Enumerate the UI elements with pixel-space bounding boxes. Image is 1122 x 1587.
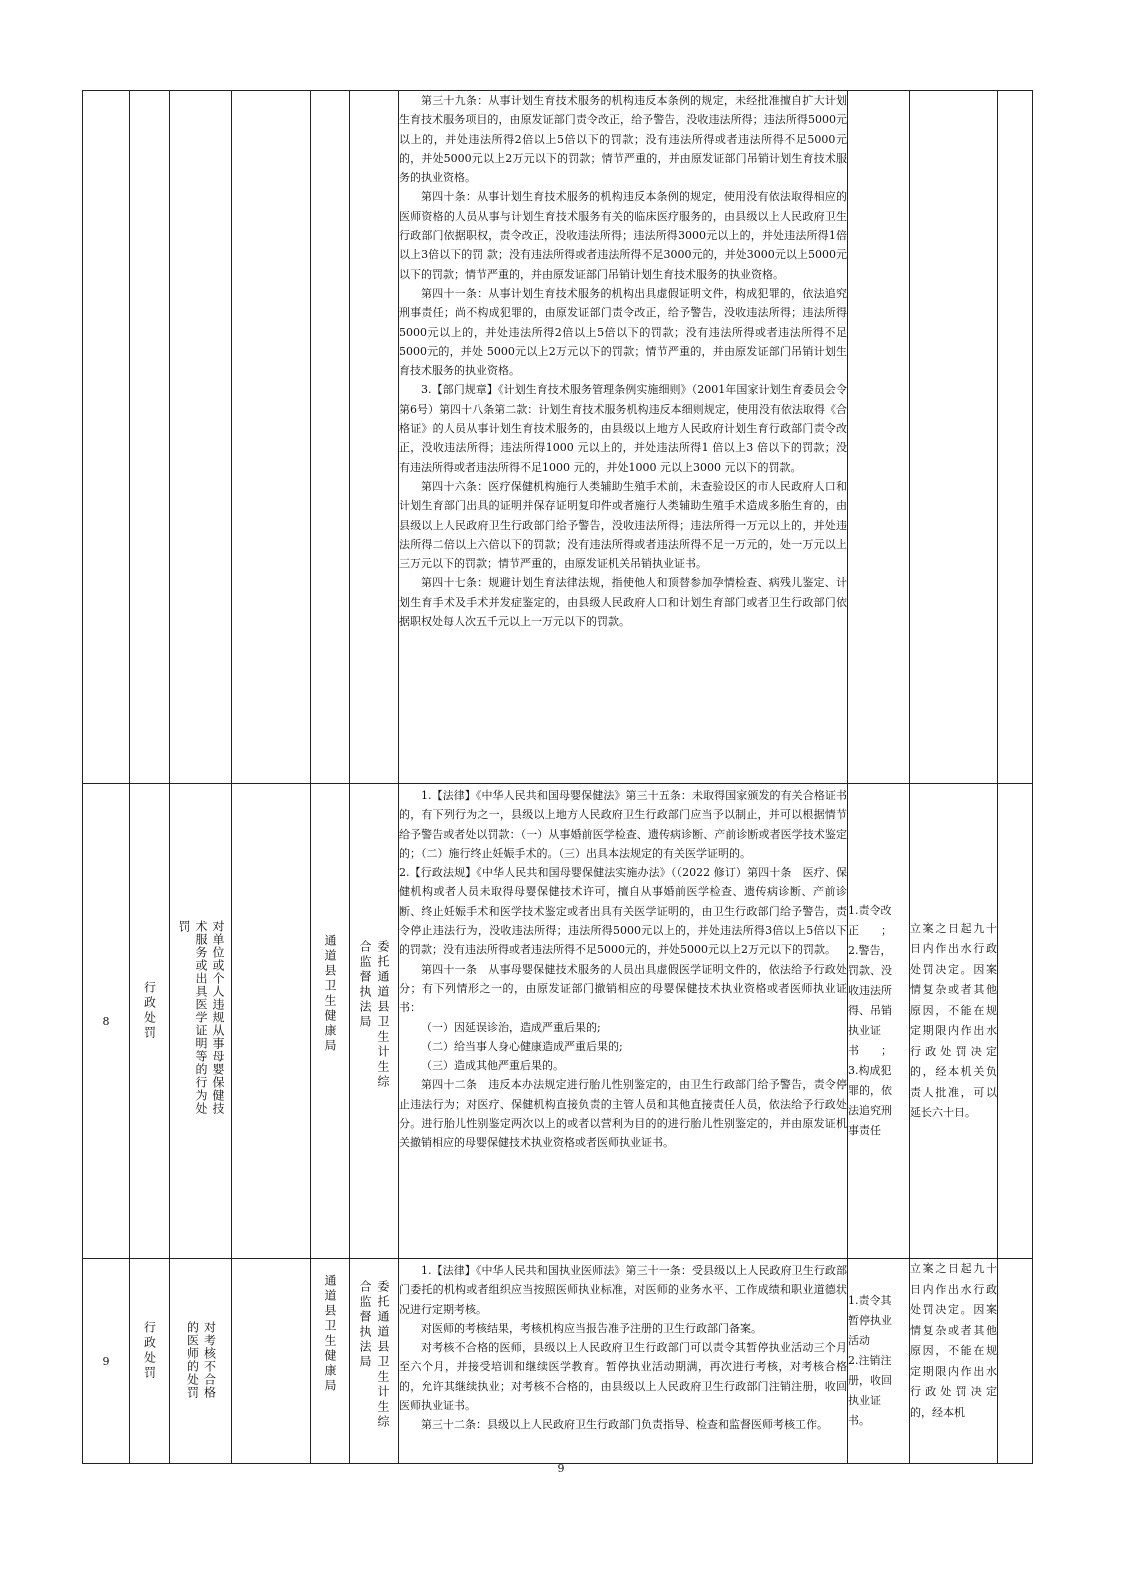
authority-cell	[311, 784, 350, 1259]
remark-cell	[998, 784, 1033, 1259]
authority-text: 通道县卫生健康局	[323, 1273, 337, 1394]
powers-table	[82, 90, 1033, 1464]
table-row-8	[83, 784, 1033, 1259]
table-row-9	[83, 1259, 1033, 1464]
basis-paragraph: 3.【部门规章】《计划生育技术服务管理条例实施细则》（2001年国家计划生育委员会令第6号）第四十八条第二款：计划生育技术服务机构违反本细则规定，使用没有依法取得《合格证》的人员从事计划生育技术服务的，由县级以上地方人民政府计划生育行政部门责令改正，没收违法所得；违法所得1000 元以上的，并处违法所得1 倍以上3 倍以下的罚款；没有违法所得或者违法所得不足1000 元的，并处1000 元以上3000 元以下的罚款。	[399, 383, 847, 474]
result-line: 罪的，依	[848, 1084, 892, 1097]
item-cell	[170, 1259, 232, 1464]
basis-paragraph: （二）给当事人身心健康造成严重后果的;	[421, 1039, 623, 1053]
basis-paragraph: 第四十一条：从事计划生育技术服务的机构出具虚假证明文件，构成犯罪的，依法追究刑事责任；尚不构成犯罪的，由原发证部门责令改正，给予警告，没收违法所得；违法所得5000元以上的，并处违法所得2倍以上5倍以下的罚款；没有违法所得或者违法所得不足5000元的，并处 5000元以上2万元以下的罚款；情节严重的，并由原发证部门吊销计划生育技术服务的执业资格。	[399, 286, 847, 378]
basis-paragraph: 第四十七条：规避计划生育法律法规，指使他人和顶替参加孕情检查、病残儿鉴定、计划生育手术及手术并发症鉴定的，由县级人民政府人口和计划生育部门或者卫生行政部门依据职权处每人次五千元以上一万元以下的罚款。	[399, 576, 847, 629]
executor-cell	[350, 784, 399, 1259]
result-line: 暂停执业	[848, 1314, 892, 1327]
result-line: 事责任	[848, 1124, 881, 1137]
row-index: 8	[83, 784, 130, 1259]
result-line: 2.注销注	[848, 1354, 892, 1367]
result-line: 书 ；	[848, 1044, 892, 1057]
executor-cell	[350, 1259, 399, 1464]
time-limit-cell	[910, 91, 998, 784]
remark-cell	[998, 1259, 1033, 1464]
time-limit-text: 立案之日起九十日内作出水行政处罚决定。因案情复杂或者其他原因，不能在规定期限内作出水行政处罚决定的，经本机关负责人批准，可以延长六十日。	[910, 921, 997, 1119]
time-limit-text: 立案之日起九十日内作出水行政处罚决定。因案情复杂或者其他原因，不能在规定期限内作出水行政处罚决定的，经本机	[910, 1262, 997, 1419]
basis-paragraph: 第三十二条：县级以上人民政府卫生行政部门负责指导、检查和监督医师考核工作。	[421, 1418, 828, 1432]
basis-cell	[399, 784, 848, 1259]
result-line: 执业证	[848, 1024, 881, 1037]
result-line: 册，收回	[848, 1374, 892, 1387]
category-cell	[130, 1259, 170, 1464]
subitem-cell	[232, 784, 311, 1259]
result-line: 正 ；	[848, 924, 892, 937]
remark-cell	[998, 91, 1033, 784]
authority-text: 通道县卫生健康局	[323, 933, 337, 1054]
basis-paragraph: 第四十条：从事计划生育技术服务的机构违反本条例的规定，使用没有依法取得相应的医师资格的人员从事与计划生育技术服务有关的临床医疗服务的，由县级以上人民政府卫生行政部门依据职权，责令改正，没收违法所得；违法所得3000元以上的，并处违法所得1倍以上3倍以下的罚 款；没有违法所得或者违法所得不足3000元的，并处3000元以上5000元以下的罚款；情节严重的，并由原发证部门吊销计划生育技术服务的执业资格。	[399, 190, 847, 281]
basis-paragraph: （一）因延误诊治，造成严重后果的;	[421, 1020, 601, 1034]
result-line: 2.警告，	[848, 944, 892, 957]
result-cell	[848, 784, 910, 1259]
result-line: 3.构成犯	[848, 1064, 892, 1077]
basis-paragraph: 2.【行政法规】《中华人民共和国母婴保健法实施办法》（（2022 修订）第四十条 医疗、保健机构或者人员未取得母婴保健技术许可，擅自从事婚前医学检查、遗传病诊断、产前诊断、终止妊娠手术和医学技术鉴定或者出具有关医学证明的，由卫生行政部门给予警告，责令停止违法行为，没收违法所得；违法所得5000元以上的，并处违法所得3倍以上5倍以下的罚款；没有违法所得或者违法所得不足5000元的，并处5000元以上2万元以下的罚款。	[399, 866, 847, 957]
executor-text: 委托通道县卫生计生综合监督执法局	[358, 940, 390, 1090]
result-line: 1.责令改	[848, 904, 892, 917]
item-cell	[170, 91, 232, 784]
result-line: 得、吊销	[848, 1004, 892, 1017]
table-row-continued	[83, 91, 1033, 784]
subitem-cell	[232, 1259, 311, 1464]
result-line: 法追究刑	[848, 1104, 892, 1117]
time-limit-cell	[910, 784, 998, 1259]
basis-paragraph: 1.【法律】《中华人民共和国母婴保健法》第三十五条：未取得国家颁发的有关合格证书的，有下列行为之一，县级以上地方人民政府卫生行政部门应当予以制止，并可以根据情节给予警告或者处以罚款：（一）从事婚前医学检查、遗传病诊断、产前诊断或者医学技术鉴定的；（二）施行终止妊娠手术的。（三）出具本法规定的有关医学证明的。	[399, 789, 847, 860]
category-cell	[130, 784, 170, 1259]
category-cell	[130, 91, 170, 784]
basis-paragraph: 第三十九条：从事计划生育技术服务的机构违反本条例的规定，未经批准擅自扩大计划生育技术服务项目的，由原发证部门责令改正，给予警告，没收违法所得；违法所得5000元以上的，并处违法所得2倍以上5倍以下的罚款；没有违法所得或者违法所得不足5000元的，并处5000元以上2万元以下的罚款；情节严重的，并由原发证部门吊销计划生育技术服务的执业资格。	[399, 94, 847, 185]
basis-paragraph: 第四十二条 违反本办法规定进行胎儿性别鉴定的，由卫生行政部门给予警告，责令停止违法行为；对医疗、保健机构直接负责的主管人员和其他直接责任人员，依法给予行政处分。进行胎儿性别鉴定两次以上的或者以营利为目的的进行胎儿性别鉴定的，并由原发证机关撤销相应的母婴保健技术执业资格或者医师执业证书。	[399, 1078, 847, 1150]
basis-paragraph: 对医师的考核结果，考核机构应当报告准予注册的卫生行政部门备案。	[421, 1321, 762, 1335]
result-line: 1.责令其	[848, 1294, 892, 1307]
authority-cell	[311, 1259, 350, 1464]
basis-paragraph: 第四十一条 从事母婴保健技术服务的人员出具虚假医学证明文件的，依法给予行政处分；有下列情形之一的，由原发证部门撤销相应的母婴保健技术执业资格或者医师执业证书：	[399, 962, 847, 1015]
executor-cell	[350, 91, 399, 784]
result-cell	[848, 1259, 910, 1464]
result-line: 执业证	[848, 1394, 881, 1407]
category-text: 行政处罚	[142, 1321, 157, 1381]
result-cell	[848, 91, 910, 784]
authority-cell	[311, 91, 350, 784]
basis-paragraph: （三）造成其他严重后果的。	[421, 1059, 564, 1073]
result-line: 收违法所	[848, 984, 892, 997]
result-line: 罚款、没	[848, 964, 892, 977]
item-text: 对考核不合格的医师的处罚	[185, 1321, 217, 1399]
basis-cell	[399, 91, 848, 784]
basis-paragraph: 第四十六条：医疗保健机构施行人类辅助生殖手术前，未查验设区的市人民政府人口和计划生育部门出具的证明并保存证明复印件或者施行人类辅助生殖手术造成多胎生育的，由县级以上人民政府卫生行政部门给予警告，没收违法所得；违法所得一万元以上的，并处违法所得二倍以上六倍以下的罚款；没有违法所得或者违法所得不足一万元的，处一万元以上三万元以下的罚款；情节严重的，由原发证机关吊销执业证书。	[399, 479, 847, 571]
page-number: 9	[557, 1462, 565, 1475]
subitem-cell	[232, 91, 311, 784]
result-line: 活动	[848, 1334, 870, 1347]
category-text: 行政处罚	[142, 981, 157, 1041]
result-line: 书。	[848, 1414, 870, 1427]
executor-text: 委托通道县卫生计生综合监督执法局	[358, 1280, 390, 1430]
basis-paragraph: 对考核不合格的医师，县级以上人民政府卫生行政部门可以责令其暂停执业活动三个月至六个月，并接受培训和继续医学教育。暂停执业活动期满，再次进行考核，对考核合格的，允许其继续执业；对考核不合格的，由县级以上人民政府卫生行政部门注销注册，收回医师执业证书。	[399, 1341, 847, 1413]
index-cell	[83, 91, 130, 784]
row-index: 9	[83, 1259, 130, 1464]
basis-cell	[399, 1259, 848, 1464]
item-text: 对单位或个人违规从事母婴保健技术服务或出具医学证明等的行为处罚	[177, 920, 225, 1115]
item-cell	[170, 784, 232, 1259]
time-limit-cell	[910, 1259, 998, 1464]
basis-paragraph: 1.【法律】《中华人民共和国执业医师法》第三十一条：受县级以上人民政府卫生行政部门委托的机构或者组织应当按照医师执业标准，对医师的业务水平、工作成绩和职业道德状况进行定期考核。	[399, 1264, 847, 1316]
